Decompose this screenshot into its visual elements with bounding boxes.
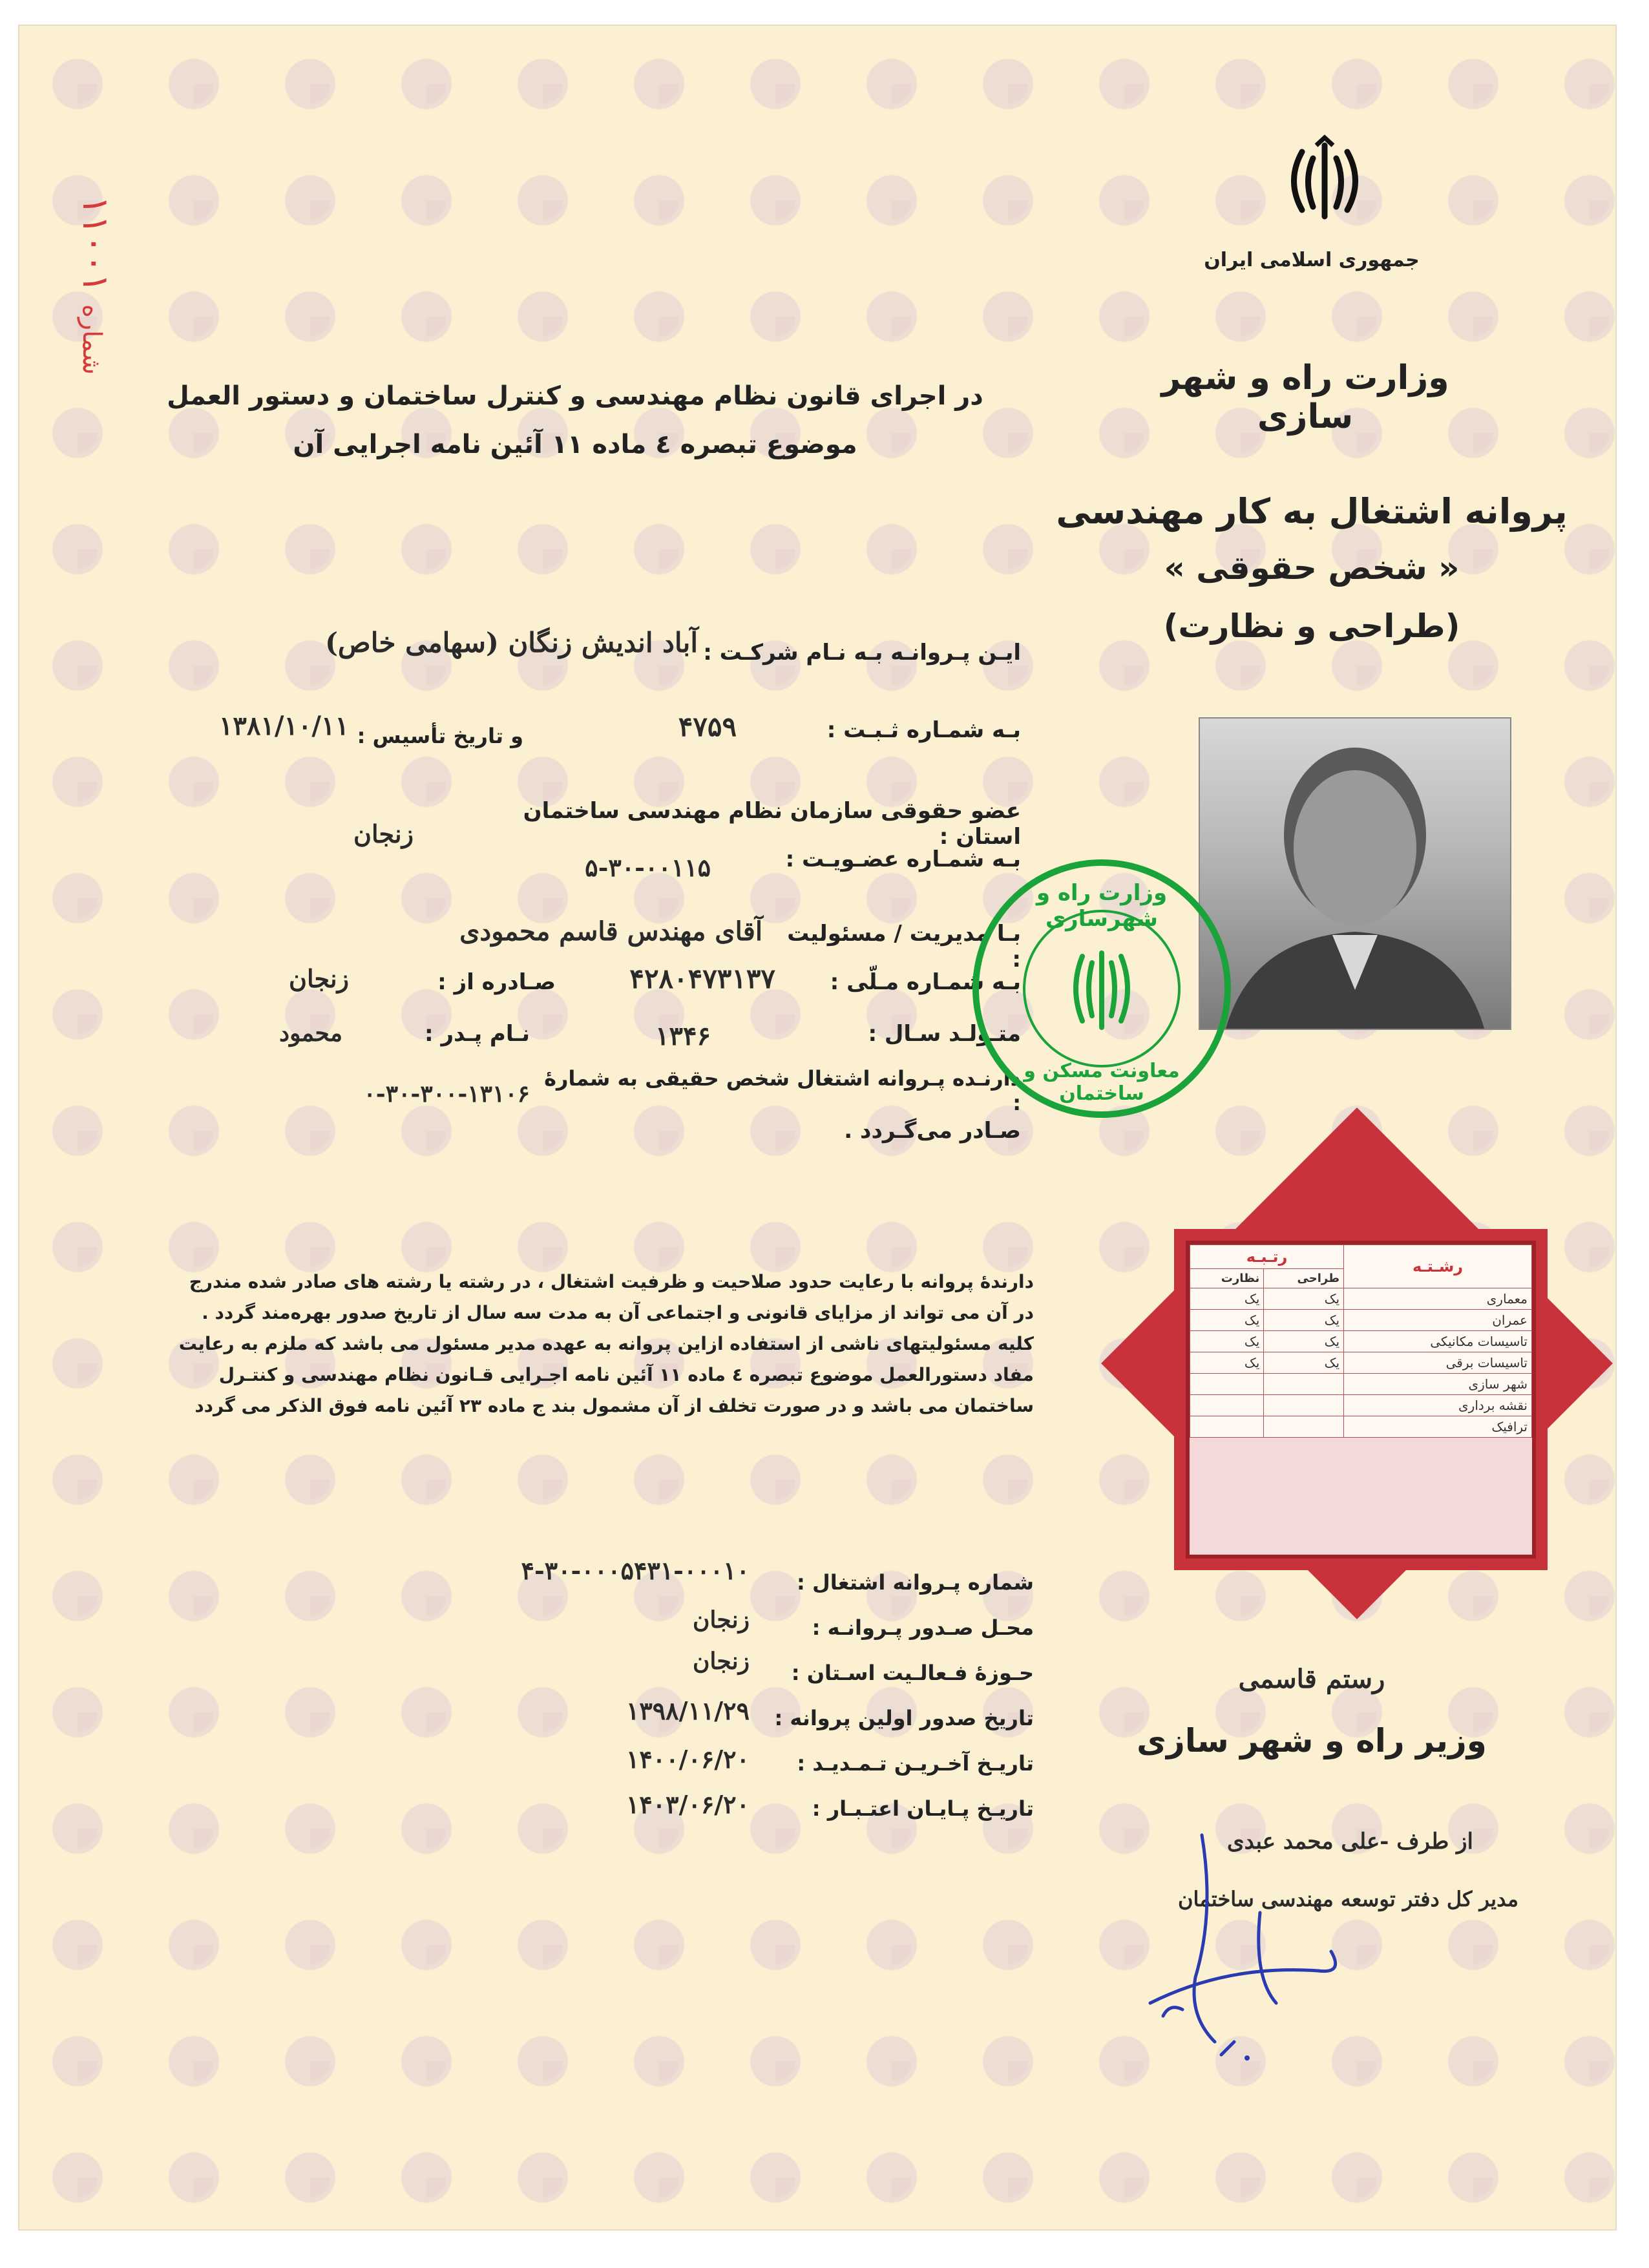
last-renewal-date: ۱۴۰۰/۰۶/۲۰ [625, 1745, 750, 1774]
license-title: پروانه اشتغال به کار مهندسی [1056, 491, 1568, 532]
manager-label: بـا مدیریت / مسئولیت : [787, 921, 1021, 972]
issued-statement: صـادر می‌گـردد . [844, 1118, 1021, 1144]
ministry-name: وزارت راه و شهر سازی [1161, 359, 1449, 436]
grade-supervision: یک [1190, 1310, 1264, 1331]
manager-photo [1199, 717, 1511, 1030]
minister-title: وزیر راه و شهر سازی [1137, 1722, 1487, 1759]
grade-supervision [1190, 1416, 1264, 1438]
grade-field: تاسیسات مکانیکی [1344, 1331, 1532, 1352]
iran-emblem-icon [1276, 132, 1373, 229]
republic-name: جمهوری اسلامی ایران [1204, 249, 1420, 271]
founded-date: ۱۳۸۱/۱۰/۱۱ [218, 711, 349, 741]
grade-supervision [1190, 1395, 1264, 1416]
grade-row [1190, 1288, 1532, 1310]
grade-field: تاسیسات برقی [1344, 1352, 1532, 1374]
company-name: آباد اندیش زنگان (سهامی خاص) [325, 627, 698, 658]
terms-line: مفاد دستورالعمل موضوع تبصره ٤ ماده ۱۱ آئین نامه اجـرایی قـانون نظام مهندسی و کنتـرل [218, 1364, 1034, 1385]
person-type: « شخص حقوقی » [1164, 549, 1460, 587]
grade-field: ترافیک [1344, 1416, 1532, 1438]
grade-row [1190, 1310, 1532, 1331]
registration-label: بـه شمـاره ثـبـت : [826, 717, 1021, 743]
birth-year-label: متـولـد سـال : [868, 1021, 1021, 1047]
license-number: ۴-۳۰-۰۰۰۵۴۳۱-۰۰۰۱۰ [521, 1556, 750, 1585]
registration-number: ۴۷۵۹ [678, 711, 737, 742]
signature [1124, 1809, 1396, 2081]
document-number-value: ۱۱۰۰۱ [74, 195, 116, 293]
director-office: مدیر کل دفتر توسعه مهندسی ساختمان [1178, 1887, 1518, 1911]
grade-field: عمران [1344, 1310, 1532, 1331]
grade-row [1190, 1331, 1532, 1352]
grade-row [1190, 1374, 1532, 1395]
grade-field: شهر سازی [1344, 1374, 1532, 1395]
company-label: ایـن پـروانـه بـه نـام شرکـت : [703, 640, 1021, 666]
grade-col-field: رشـتـه [1344, 1245, 1532, 1288]
ministry-seal [972, 859, 1231, 1118]
manager-name: آقای مهندس قاسم محمودی [459, 916, 762, 947]
grade-card [1186, 1241, 1536, 1559]
terms-line: در آن می تواند از مزایای قانونی و اجتماعی آن به مدت سه سال از تاریخ صدور بهره‌مند گردد . [202, 1302, 1034, 1323]
preamble-line-2: موضوع تبصره ٤ ماده ۱۱ آئین نامه اجرایی آن [293, 430, 857, 459]
first-issue-date: ۱۳۹۸/۱۱/۲۹ [625, 1696, 750, 1725]
founded-label: و تاریخ تأسیس : [357, 724, 523, 748]
grade-col-supervision: نظارت [1190, 1269, 1264, 1288]
grade-col-design: طراحی [1264, 1269, 1344, 1288]
grade-supervision: یک [1190, 1288, 1264, 1310]
membership-label: بـه شمـاره عضـویـت : [785, 846, 1021, 872]
member-province: زنجان [353, 819, 414, 848]
grade-table [1190, 1244, 1532, 1438]
membership-number: ۵-۳۰-۰۰۱۱۵ [585, 853, 711, 882]
national-id: ۴۲۸۰۴۷۳۱۳۷ [629, 963, 775, 994]
terms-line: ساختمان می باشد و در صورت تخلف از آن مشمول بند ج ماده ۲۳ آئین نامه فوق الذکر می گردد [194, 1395, 1034, 1416]
grade-design [1264, 1416, 1344, 1438]
member-label: عضو حقوقی سازمان نظام مهندسی ساختمان استان : [523, 798, 1021, 850]
expiry-date-label: تاریـخ پـایـان اعتـبـار : [812, 1796, 1034, 1821]
license-scope: (طراحی و نظارت) [1163, 607, 1460, 645]
grade-col-grade: رتـبـه [1190, 1245, 1344, 1269]
father-name-label: نـام پـدر : [425, 1021, 530, 1047]
grade-design: یک [1264, 1331, 1344, 1352]
issued-from-label: صـادره از : [437, 969, 556, 995]
document-number [65, 129, 116, 375]
grade-field: معماری [1344, 1288, 1532, 1310]
grade-field: نقشه برداری [1344, 1395, 1532, 1416]
seal-bottom-text: معاونت مسکن و ساختمان [1024, 1060, 1180, 1105]
grade-row [1190, 1395, 1532, 1416]
holder-number: ۰-۳۰-۳۰۰-۱۳۱۰۶ [363, 1080, 530, 1108]
expiry-date: ۱۴۰۳/۰۶/۲۰ [625, 1790, 750, 1819]
preamble-line-1: در اجرای قانون نظام مهندسی و کنترل ساختمان و دستور العمل [167, 381, 983, 411]
birth-year: ۱۳۴۶ [655, 1021, 711, 1051]
national-id-label: بـه شمـاره مـلّی : [830, 969, 1021, 995]
grade-row [1190, 1416, 1532, 1438]
grade-supervision [1190, 1374, 1264, 1395]
grade-design [1264, 1395, 1344, 1416]
grade-design: یک [1264, 1310, 1344, 1331]
last-renewal-date-label: تاریـخ آخـریـن تـمـدیـد : [797, 1751, 1034, 1776]
grade-row [1190, 1352, 1532, 1374]
document-number-label: شماره [77, 304, 107, 375]
license-number-label: شماره پـروانه اشتغال : [797, 1570, 1034, 1595]
issue-place: زنجان [692, 1606, 750, 1633]
father-name: محمود [279, 1020, 342, 1047]
issued-from: زنجان [289, 964, 349, 993]
terms-paragraph [97, 1266, 1034, 1422]
holder-label: دارنـده پـروانه اشتغال شخص حقیقی به شمارهٔ : [544, 1066, 1021, 1115]
first-issue-date-label: تاریخ صدور اولین پروانه : [774, 1706, 1034, 1730]
seal-top-text: وزارت راه و شهرسازی [1036, 880, 1168, 932]
grade-supervision: یک [1190, 1352, 1264, 1374]
activity-province-label: حـوزهٔ فـعالـیت اسـتان : [791, 1661, 1034, 1685]
terms-line: دارندهٔ پروانه با رعایت حدود صلاحیت و ظرفیت اشتغال ، در رشته یا رشته های صادر شده مندرج [189, 1271, 1034, 1292]
grade-design: یک [1264, 1352, 1344, 1374]
terms-line: کلیه مسئولیتهای ناشی از استفاده ازاین پروانه به عهده مدیر مسئول می باشد که ملزم به رعایت [178, 1333, 1034, 1354]
grade-supervision: یک [1190, 1331, 1264, 1352]
on-behalf-of: از طرف -علی محمد عبدی [1227, 1829, 1473, 1854]
grade-design: یک [1264, 1288, 1344, 1310]
issue-place-label: محـل صـدور پـروانـه : [812, 1615, 1034, 1640]
activity-province: زنجان [692, 1648, 750, 1675]
minister-name: رستم قاسمی [1238, 1664, 1385, 1694]
grade-design [1264, 1374, 1344, 1395]
